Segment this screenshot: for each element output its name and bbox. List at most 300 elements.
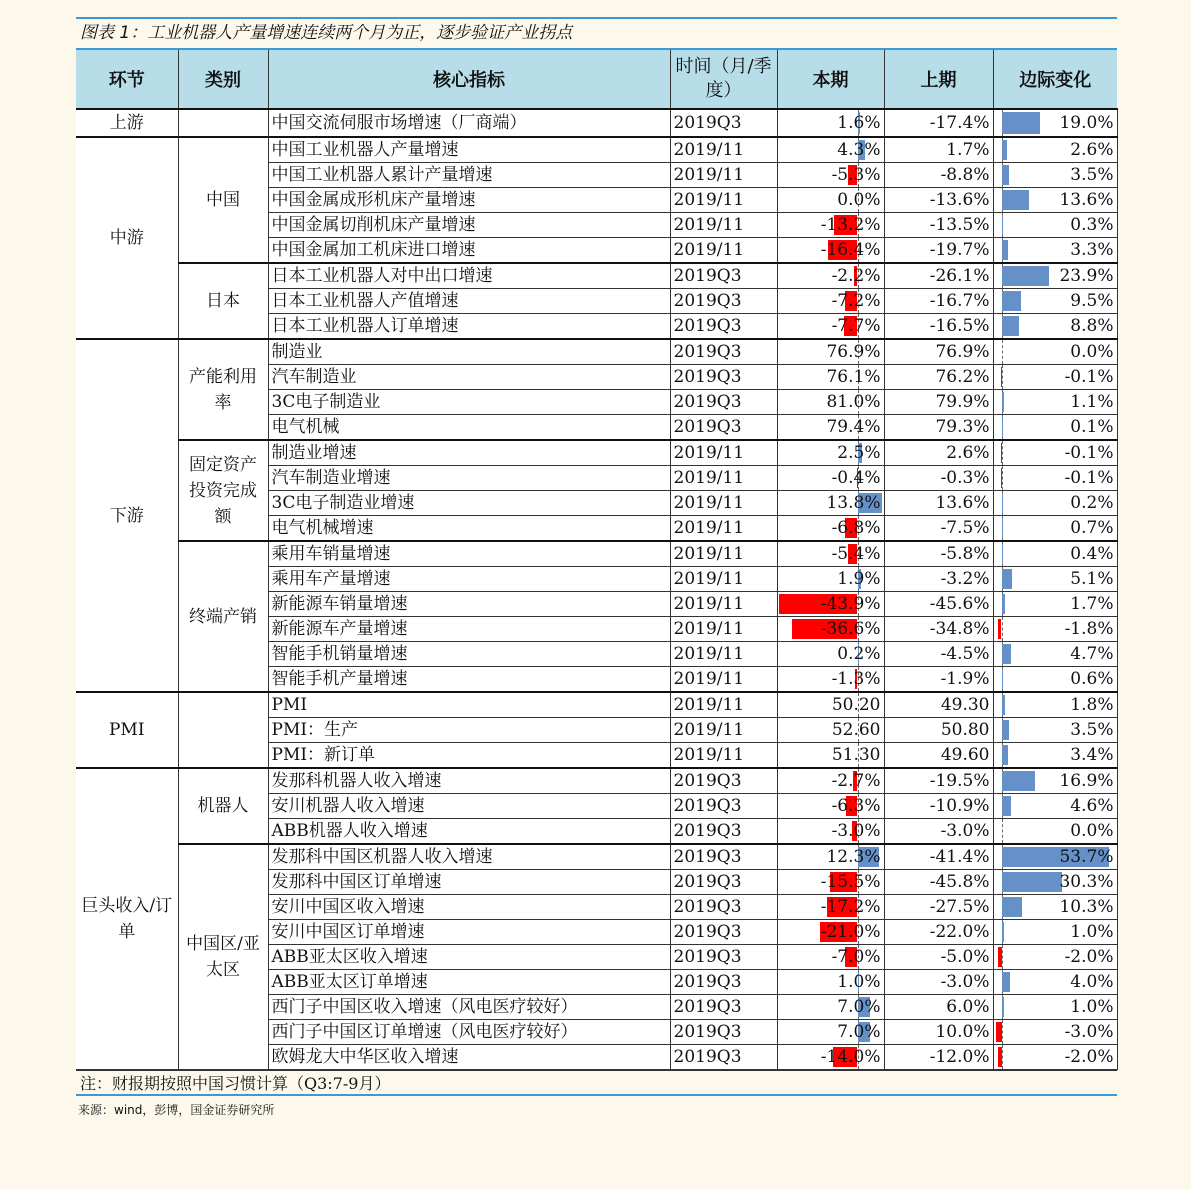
previous-cell: 2.6% — [884, 440, 993, 466]
current-cell — [777, 920, 884, 945]
previous-cell: -8.8% — [884, 163, 993, 188]
indicator-cell: 日本工业机器人产值增速 — [268, 289, 670, 314]
table-row — [76, 263, 1117, 289]
indicator-cell: 中国金属加工机床进口增速 — [268, 238, 670, 264]
current-cell — [777, 743, 884, 769]
previous-cell: 10.0% — [884, 1020, 993, 1045]
change-cell — [993, 945, 1117, 970]
current-cell — [777, 314, 884, 340]
cell-value: 1.1% — [1070, 392, 1114, 412]
indicator-cell: 汽车制造业增速 — [268, 466, 670, 491]
indicator-cell: 3C电子制造业增速 — [268, 491, 670, 516]
cell-value: 23.9% — [1059, 266, 1114, 286]
time-cell: 2019Q3 — [670, 339, 777, 365]
current-cell — [777, 213, 884, 238]
cell-value: -3.0% — [1064, 1022, 1114, 1042]
time-cell: 2019Q3 — [670, 263, 777, 289]
current-cell — [777, 617, 884, 642]
current-cell — [777, 667, 884, 693]
table-note: 注：财报期按照中国习惯计算（Q3:7-9月） — [76, 1070, 1117, 1096]
previous-cell: -19.5% — [884, 768, 993, 794]
time-cell: 2019Q3 — [670, 819, 777, 845]
bar-axis — [1002, 945, 1003, 969]
change-cell — [993, 1020, 1117, 1045]
positive-data-bar — [1002, 872, 1063, 892]
header-time: 时间（月/季度） — [670, 49, 777, 109]
cell-value: 13.6% — [1059, 190, 1114, 210]
indicator-cell: 乘用车销量增速 — [268, 541, 670, 567]
change-cell — [993, 870, 1117, 895]
previous-cell: -27.5% — [884, 895, 993, 920]
previous-cell: 1.7% — [884, 137, 993, 163]
current-cell — [777, 970, 884, 995]
previous-cell: -45.6% — [884, 592, 993, 617]
positive-data-bar — [1002, 215, 1003, 235]
current-cell — [777, 188, 884, 213]
cell-value: 3.5% — [1070, 165, 1114, 185]
cell-value: 16.9% — [1059, 771, 1114, 791]
time-cell: 2019Q3 — [670, 415, 777, 441]
current-cell — [777, 945, 884, 970]
previous-cell: -16.7% — [884, 289, 993, 314]
cell-value: 0.2% — [837, 644, 881, 664]
cell-value: 2.6% — [1070, 140, 1114, 160]
change-cell — [993, 516, 1117, 542]
indicator-cell: 日本工业机器人订单增速 — [268, 314, 670, 340]
change-cell — [993, 213, 1117, 238]
indicator-cell: 电气机械 — [268, 415, 670, 441]
indicator-cell: 新能源车销量增速 — [268, 592, 670, 617]
cell-value: 50.20 — [831, 695, 881, 715]
previous-cell: -12.0% — [884, 1045, 993, 1070]
cell-value: 1.7% — [1070, 594, 1114, 614]
time-cell: 2019Q3 — [670, 844, 777, 870]
figure — [76, 17, 1117, 1118]
current-cell — [777, 718, 884, 743]
current-cell — [777, 642, 884, 667]
cell-value: 19.0% — [1059, 113, 1114, 133]
time-cell: 2019Q3 — [670, 289, 777, 314]
time-cell: 2019/11 — [670, 516, 777, 542]
current-cell — [777, 995, 884, 1020]
change-cell — [993, 314, 1117, 340]
previous-cell: -13.6% — [884, 188, 993, 213]
change-cell — [993, 137, 1117, 163]
current-cell — [777, 819, 884, 845]
table-row — [76, 137, 1117, 163]
current-cell — [777, 1020, 884, 1045]
cell-value: 52.60 — [831, 720, 881, 740]
cell-value: 0.1% — [1070, 417, 1114, 437]
cell-value: -14.0% — [820, 1047, 881, 1067]
previous-cell: -19.7% — [884, 238, 993, 264]
previous-cell: -7.5% — [884, 516, 993, 542]
cell-value: 1.8% — [1070, 695, 1114, 715]
cell-value: 0.7% — [1070, 518, 1114, 538]
category-cell: 中国区/亚太区 — [178, 844, 268, 1070]
time-cell: 2019/11 — [670, 642, 777, 667]
header-change: 边际变化 — [993, 49, 1117, 109]
time-cell: 2019Q3 — [670, 1045, 777, 1070]
positive-data-bar — [1002, 922, 1004, 942]
cell-value: -1.8% — [1064, 619, 1114, 639]
time-cell: 2019Q3 — [670, 995, 777, 1020]
change-cell — [993, 339, 1117, 365]
cell-value: 4.0% — [1070, 972, 1114, 992]
indicator-table — [76, 48, 1118, 1070]
change-cell — [993, 970, 1117, 995]
time-cell: 2019/11 — [670, 137, 777, 163]
current-cell — [777, 289, 884, 314]
time-cell: 2019/11 — [670, 440, 777, 466]
previous-cell: -3.0% — [884, 970, 993, 995]
header-category: 类别 — [178, 49, 268, 109]
previous-cell: -5.8% — [884, 541, 993, 567]
current-cell — [777, 844, 884, 870]
indicator-cell: 西门子中国区订单增速（风电医疗较好） — [268, 1020, 670, 1045]
cell-value: -6.8% — [831, 518, 881, 538]
cell-value: -2.0% — [1064, 947, 1114, 967]
positive-data-bar — [1002, 796, 1011, 816]
segment-cell: 上游 — [76, 109, 178, 137]
positive-data-bar — [1002, 112, 1040, 134]
cell-value: -5.4% — [831, 544, 881, 564]
cell-value: -36.6% — [820, 619, 881, 639]
cell-value: -2.0% — [1064, 1047, 1114, 1067]
current-cell — [777, 794, 884, 819]
positive-data-bar — [1002, 140, 1007, 160]
time-cell: 2019Q3 — [670, 945, 777, 970]
cell-value: 76.1% — [826, 367, 881, 387]
previous-cell: 76.9% — [884, 339, 993, 365]
previous-cell: -13.5% — [884, 213, 993, 238]
previous-cell: -4.5% — [884, 642, 993, 667]
cell-value: 7.0% — [837, 1022, 881, 1042]
table-row — [76, 844, 1117, 870]
category-cell: 机器人 — [178, 768, 268, 844]
indicator-cell: 乘用车产量增速 — [268, 567, 670, 592]
cell-value: 53.7% — [1059, 847, 1114, 867]
current-cell — [777, 768, 884, 794]
positive-data-bar — [1002, 266, 1050, 286]
change-cell — [993, 390, 1117, 415]
negative-data-bar — [996, 1022, 1002, 1042]
change-cell — [993, 163, 1117, 188]
previous-cell: -17.4% — [884, 109, 993, 137]
time-cell: 2019/11 — [670, 743, 777, 769]
current-cell — [777, 1045, 884, 1070]
previous-cell: -0.3% — [884, 466, 993, 491]
indicator-cell: 中国金属成形机床产量增速 — [268, 188, 670, 213]
bar-axis — [1002, 1020, 1003, 1044]
change-cell — [993, 692, 1117, 718]
negative-data-bar — [998, 947, 1002, 967]
time-cell: 2019Q3 — [670, 870, 777, 895]
cell-value: 76.9% — [826, 342, 881, 362]
bar-axis — [1002, 365, 1003, 389]
cell-value: 30.3% — [1059, 872, 1114, 892]
time-cell: 2019/11 — [670, 692, 777, 718]
current-cell — [777, 592, 884, 617]
positive-data-bar — [1002, 695, 1006, 715]
cell-value: 8.8% — [1070, 316, 1114, 336]
time-cell: 2019/11 — [670, 567, 777, 592]
negative-data-bar — [998, 1047, 1002, 1067]
previous-cell: -22.0% — [884, 920, 993, 945]
indicator-cell: 安川中国区收入增速 — [268, 895, 670, 920]
time-cell: 2019Q3 — [670, 314, 777, 340]
cell-value: -15.5% — [820, 872, 881, 892]
indicator-cell: 安川机器人收入增速 — [268, 794, 670, 819]
current-cell — [777, 440, 884, 466]
indicator-cell: ABB机器人收入增速 — [268, 819, 670, 845]
time-cell: 2019Q3 — [670, 1020, 777, 1045]
change-cell — [993, 188, 1117, 213]
indicator-cell: 西门子中国区收入增速（风电医疗较好） — [268, 995, 670, 1020]
indicator-cell: 发那科中国区机器人收入增速 — [268, 844, 670, 870]
time-cell: 2019/11 — [670, 466, 777, 491]
change-cell — [993, 995, 1117, 1020]
cell-value: 1.0% — [1070, 922, 1114, 942]
positive-data-bar — [1002, 669, 1003, 689]
cell-value: 79.4% — [826, 417, 881, 437]
time-cell: 2019Q3 — [670, 794, 777, 819]
previous-cell: -10.9% — [884, 794, 993, 819]
change-cell — [993, 642, 1117, 667]
indicator-cell: PMI — [268, 692, 670, 718]
cell-value: 1.9% — [837, 569, 881, 589]
indicator-cell: 日本工业机器人对中出口增速 — [268, 263, 670, 289]
table-row — [76, 541, 1117, 567]
previous-cell: 76.2% — [884, 365, 993, 390]
time-cell: 2019/11 — [670, 592, 777, 617]
cell-value: 51.30 — [831, 745, 881, 765]
cell-value: 4.7% — [1070, 644, 1114, 664]
positive-data-bar — [1002, 594, 1005, 614]
time-cell: 2019Q3 — [670, 895, 777, 920]
cell-value: 9.5% — [1070, 291, 1114, 311]
cell-value: 4.3% — [837, 140, 881, 160]
bar-axis — [1002, 466, 1003, 490]
indicator-cell: 电气机械增速 — [268, 516, 670, 542]
cell-value: -16.4% — [820, 240, 881, 260]
positive-data-bar — [1002, 291, 1021, 311]
cell-value: 81.0% — [826, 392, 881, 412]
previous-cell: -26.1% — [884, 263, 993, 289]
positive-data-bar — [1002, 240, 1009, 260]
previous-cell: -41.4% — [884, 844, 993, 870]
indicator-cell: ABB亚太区订单增速 — [268, 970, 670, 995]
time-cell: 2019/11 — [670, 617, 777, 642]
previous-cell: 6.0% — [884, 995, 993, 1020]
positive-data-bar — [1002, 771, 1036, 791]
change-cell — [993, 238, 1117, 264]
header-current: 本期 — [777, 49, 884, 109]
previous-cell: -16.5% — [884, 314, 993, 340]
figure-title: 图表 1：工业机器人产量增速连续两个月为正，逐步验证产业拐点 — [76, 17, 1117, 48]
category-cell: 日本 — [178, 263, 268, 339]
bar-axis — [1002, 340, 1003, 364]
change-cell — [993, 466, 1117, 491]
positive-data-bar — [1002, 720, 1009, 740]
category-cell: 固定资产投资完成额 — [178, 440, 268, 541]
positive-data-bar — [1002, 897, 1023, 917]
indicator-cell: 中国工业机器人累计产量增速 — [268, 163, 670, 188]
change-cell — [993, 263, 1117, 289]
cell-value: 12.3% — [826, 847, 881, 867]
cell-value: 13.8% — [826, 493, 881, 513]
change-cell — [993, 667, 1117, 693]
cell-value: -0.4% — [831, 468, 881, 488]
current-cell — [777, 109, 884, 137]
time-cell: 2019/11 — [670, 213, 777, 238]
previous-cell: 79.9% — [884, 390, 993, 415]
category-cell: 中国 — [178, 137, 268, 263]
cell-value: 0.0% — [1070, 342, 1114, 362]
time-cell: 2019/11 — [670, 541, 777, 567]
cell-value: 3.4% — [1070, 745, 1114, 765]
positive-data-bar — [1002, 569, 1012, 589]
cell-value: 10.3% — [1059, 897, 1114, 917]
indicator-cell: 汽车制造业 — [268, 365, 670, 390]
cell-value: -2.2% — [831, 266, 881, 286]
current-cell — [777, 263, 884, 289]
cell-value: 5.1% — [1070, 569, 1114, 589]
current-cell — [777, 870, 884, 895]
change-cell — [993, 617, 1117, 642]
category-cell: 产能利用率 — [178, 339, 268, 440]
positive-data-bar — [1002, 745, 1009, 765]
table-row — [76, 109, 1117, 137]
indicator-cell: ABB亚太区收入增速 — [268, 945, 670, 970]
previous-cell: -3.2% — [884, 567, 993, 592]
header-row — [76, 49, 1117, 109]
time-cell: 2019Q3 — [670, 365, 777, 390]
current-cell — [777, 491, 884, 516]
cell-value: -5.3% — [831, 165, 881, 185]
change-cell — [993, 415, 1117, 441]
cell-value: -7.7% — [831, 316, 881, 336]
change-cell — [993, 1045, 1117, 1070]
change-cell — [993, 541, 1117, 567]
negative-data-bar — [998, 619, 1002, 639]
time-cell: 2019/11 — [670, 188, 777, 213]
positive-data-bar — [1002, 165, 1009, 185]
cell-value: 3.3% — [1070, 240, 1114, 260]
cell-value: -7.2% — [831, 291, 881, 311]
time-cell: 2019Q3 — [670, 390, 777, 415]
indicator-cell: 欧姆龙大中华区收入增速 — [268, 1045, 670, 1070]
positive-data-bar — [1002, 190, 1029, 210]
current-cell — [777, 137, 884, 163]
change-cell — [993, 819, 1117, 845]
cell-value: 0.0% — [1070, 821, 1114, 841]
segment-cell: 巨头收入/订单 — [76, 768, 178, 1070]
table-row — [76, 692, 1117, 718]
previous-cell: 49.60 — [884, 743, 993, 769]
previous-cell: 49.30 — [884, 692, 993, 718]
bar-axis — [1002, 1045, 1003, 1069]
indicator-cell: 新能源车产量增速 — [268, 617, 670, 642]
cell-value: -17.2% — [820, 897, 881, 917]
change-cell — [993, 920, 1117, 945]
time-cell: 2019Q3 — [670, 109, 777, 137]
change-cell — [993, 109, 1117, 137]
time-cell: 2019/11 — [670, 238, 777, 264]
indicator-cell: 中国金属切削机床产量增速 — [268, 213, 670, 238]
positive-data-bar — [1002, 972, 1010, 992]
positive-data-bar — [1002, 997, 1004, 1017]
change-cell — [993, 491, 1117, 516]
bar-axis — [1002, 441, 1003, 465]
cell-value: 1.0% — [1070, 997, 1114, 1017]
header-previous: 上期 — [884, 49, 993, 109]
cell-value: 0.3% — [1070, 215, 1114, 235]
indicator-cell: 安川中国区订单增速 — [268, 920, 670, 945]
change-cell — [993, 895, 1117, 920]
indicator-cell: 中国交流伺服市场增速（厂商端） — [268, 109, 670, 137]
change-cell — [993, 794, 1117, 819]
current-cell — [777, 466, 884, 491]
current-cell — [777, 692, 884, 718]
time-cell: 2019Q3 — [670, 920, 777, 945]
cell-value: -0.1% — [1064, 443, 1114, 463]
previous-cell: 13.6% — [884, 491, 993, 516]
positive-data-bar — [1002, 316, 1020, 336]
table-row — [76, 339, 1117, 365]
change-cell — [993, 743, 1117, 769]
table-row — [76, 768, 1117, 794]
previous-cell: -45.8% — [884, 870, 993, 895]
current-cell — [777, 895, 884, 920]
previous-cell: 79.3% — [884, 415, 993, 441]
time-cell: 2019/11 — [670, 163, 777, 188]
time-cell: 2019/11 — [670, 667, 777, 693]
current-cell — [777, 541, 884, 567]
positive-data-bar — [1002, 544, 1003, 564]
previous-cell: -1.9% — [884, 667, 993, 693]
current-cell — [777, 390, 884, 415]
current-cell — [777, 415, 884, 441]
change-cell — [993, 592, 1117, 617]
indicator-cell: 中国工业机器人产量增速 — [268, 137, 670, 163]
cell-value: 0.6% — [1070, 669, 1114, 689]
indicator-cell: 制造业增速 — [268, 440, 670, 466]
cell-value: 1.6% — [837, 113, 881, 133]
time-cell: 2019Q3 — [670, 970, 777, 995]
change-cell — [993, 365, 1117, 390]
cell-value: -0.1% — [1064, 468, 1114, 488]
cell-value: 4.6% — [1070, 796, 1114, 816]
current-cell — [777, 339, 884, 365]
indicator-cell: 3C电子制造业 — [268, 390, 670, 415]
previous-cell: 50.80 — [884, 718, 993, 743]
header-segment: 环节 — [76, 49, 178, 109]
time-cell: 2019Q3 — [670, 768, 777, 794]
previous-cell: -5.0% — [884, 945, 993, 970]
indicator-cell: 发那科中国区订单增速 — [268, 870, 670, 895]
indicator-cell: 智能手机销量增速 — [268, 642, 670, 667]
cell-value: 7.0% — [837, 997, 881, 1017]
segment-cell: PMI — [76, 692, 178, 768]
time-cell: 2019/11 — [670, 491, 777, 516]
category-cell — [178, 109, 268, 137]
category-cell — [178, 692, 268, 768]
positive-data-bar — [1002, 518, 1003, 538]
cell-value: 3.5% — [1070, 720, 1114, 740]
header-indicator: 核心指标 — [268, 49, 670, 109]
indicator-cell: 制造业 — [268, 339, 670, 365]
